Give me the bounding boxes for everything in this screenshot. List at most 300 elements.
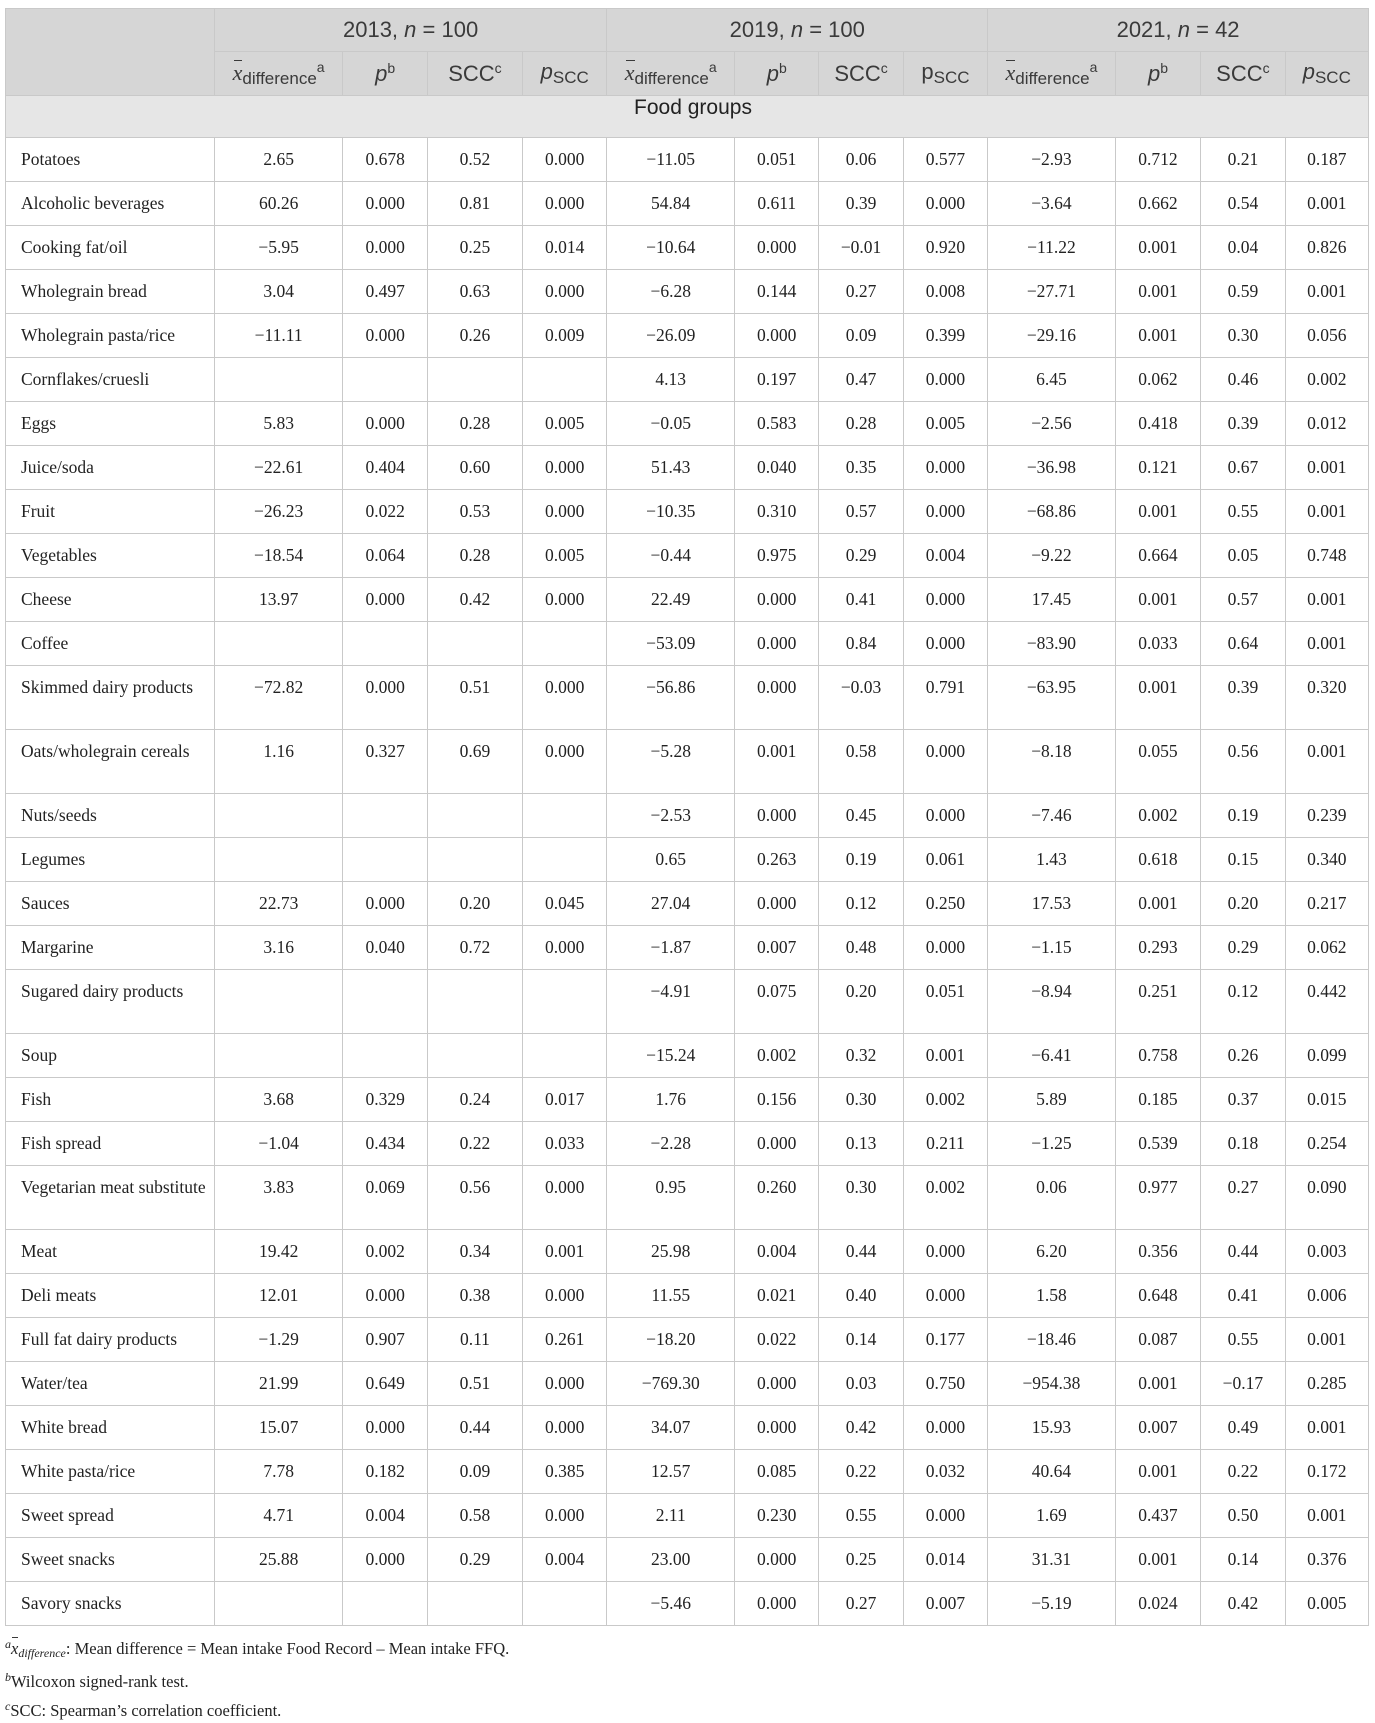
value-cell: 0.000 [523, 490, 607, 534]
value-cell: 0.006 [1285, 1274, 1368, 1318]
value-cell: 0.000 [523, 1274, 607, 1318]
value-cell: 0.121 [1115, 446, 1200, 490]
value-cell: −954.38 [988, 1362, 1116, 1406]
value-cell: 0.001 [1285, 446, 1368, 490]
value-cell: 0.000 [903, 358, 987, 402]
value-cell: 0.004 [523, 1538, 607, 1582]
table-row [6, 794, 1369, 838]
value-cell: 0.022 [735, 1318, 819, 1362]
value-cell [343, 838, 427, 882]
value-cell: 0.09 [819, 314, 903, 358]
value-cell: 0.327 [343, 730, 427, 794]
table-row [6, 270, 1369, 314]
value-cell: 0.001 [1115, 578, 1200, 622]
value-cell: 5.83 [214, 402, 343, 446]
table-row [6, 1166, 1369, 1230]
value-cell: 0.064 [343, 534, 427, 578]
value-cell: 0.81 [427, 182, 522, 226]
food-name-cell: Cooking fat/oil [6, 226, 215, 270]
value-cell: 0.000 [903, 622, 987, 666]
value-cell: 0.001 [1115, 882, 1200, 926]
value-cell: 0.000 [343, 578, 427, 622]
value-cell: 0.000 [343, 314, 427, 358]
value-cell: 0.085 [735, 1450, 819, 1494]
value-cell: 0.55 [1201, 490, 1285, 534]
value-cell: 7.78 [214, 1450, 343, 1494]
value-cell: 0.001 [735, 730, 819, 794]
value-cell: 0.000 [343, 1274, 427, 1318]
year-header-row [6, 9, 1369, 52]
value-cell: 15.07 [214, 1406, 343, 1450]
value-cell: 0.28 [427, 402, 522, 446]
value-cell: 0.004 [903, 534, 987, 578]
value-cell: 11.55 [607, 1274, 735, 1318]
value-cell: 0.040 [735, 446, 819, 490]
value-cell: 0.46 [1201, 358, 1285, 402]
value-cell: 0.618 [1115, 838, 1200, 882]
food-name-cell: Potatoes [6, 138, 215, 182]
value-cell: 0.022 [343, 490, 427, 534]
group-row [6, 96, 1369, 138]
value-cell: −63.95 [988, 666, 1116, 730]
year-header-2021: 2021, n = 42 [988, 9, 1369, 52]
value-cell: 0.012 [1285, 402, 1368, 446]
value-cell: 31.31 [988, 1538, 1116, 1582]
value-cell: 0.497 [343, 270, 427, 314]
value-cell: 0.000 [903, 490, 987, 534]
value-cell: 0.19 [819, 838, 903, 882]
value-cell: 0.20 [819, 970, 903, 1034]
food-name-cell: Sugared dairy products [6, 970, 215, 1034]
value-cell: 0.015 [1285, 1078, 1368, 1122]
footnote-b: $^b$Wilcoxon signed-rank test. [5, 1670, 189, 1691]
value-cell: −0.03 [819, 666, 903, 730]
value-cell: 0.045 [523, 882, 607, 926]
footnote-a: $^a$xdifference: Mean difference = Mean intake Food Record – Mean intake FFQ. [5, 1637, 510, 1660]
value-cell: 0.750 [903, 1362, 987, 1406]
food-name-cell: Sweet spread [6, 1494, 215, 1538]
table-row [6, 1274, 1369, 1318]
table-row [6, 882, 1369, 926]
table-row [6, 1122, 1369, 1166]
value-cell: 0.197 [735, 358, 819, 402]
value-cell: 0.41 [819, 578, 903, 622]
value-cell: 0.45 [819, 794, 903, 838]
value-cell: 0.55 [819, 1494, 903, 1538]
value-cell: 0.59 [1201, 270, 1285, 314]
value-cell: 0.418 [1115, 402, 1200, 446]
food-name-cell: Fish spread [6, 1122, 215, 1166]
value-cell: 0.48 [819, 926, 903, 970]
value-cell: 0.000 [343, 226, 427, 270]
food-name-cell: Full fat dairy products [6, 1318, 215, 1362]
table-row [6, 314, 1369, 358]
table-row [6, 1034, 1369, 1078]
value-cell: 0.14 [819, 1318, 903, 1362]
value-cell: 0.000 [903, 1494, 987, 1538]
value-cell: −0.44 [607, 534, 735, 578]
value-cell: 0.000 [735, 622, 819, 666]
value-cell: 3.16 [214, 926, 343, 970]
value-cell: 0.014 [903, 1538, 987, 1582]
value-cell: 0.040 [343, 926, 427, 970]
value-cell: 0.20 [1201, 882, 1285, 926]
value-cell: −1.15 [988, 926, 1116, 970]
table-row [6, 970, 1369, 1034]
value-cell: 0.72 [427, 926, 522, 970]
value-cell: 0.09 [427, 1450, 522, 1494]
year-header-2019: 2019, n = 100 [607, 9, 988, 52]
col-p-2013: $p^b$ [343, 52, 427, 96]
value-cell: 0.95 [607, 1166, 735, 1230]
value-cell: 0.06 [819, 138, 903, 182]
value-cell: 0.230 [735, 1494, 819, 1538]
food-name-cell: Margarine [6, 926, 215, 970]
food-name-cell: Cheese [6, 578, 215, 622]
value-cell: −5.28 [607, 730, 735, 794]
value-cell: 0.056 [1285, 314, 1368, 358]
food-name-cell: Savory snacks [6, 1582, 215, 1626]
value-cell: 1.43 [988, 838, 1116, 882]
value-cell: 0.000 [735, 1362, 819, 1406]
value-cell: 0.187 [1285, 138, 1368, 182]
value-cell: 0.001 [1285, 1318, 1368, 1362]
value-cell: 0.55 [1201, 1318, 1285, 1362]
value-cell: 0.001 [1115, 226, 1200, 270]
value-cell: 0.748 [1285, 534, 1368, 578]
food-name-cell: Cornflakes/cruesli [6, 358, 215, 402]
value-cell: 0.64 [1201, 622, 1285, 666]
value-cell: 0.662 [1115, 182, 1200, 226]
value-cell: 17.53 [988, 882, 1116, 926]
value-cell: 1.76 [607, 1078, 735, 1122]
value-cell: 0.004 [343, 1494, 427, 1538]
value-cell: 25.98 [607, 1230, 735, 1274]
table-row [6, 534, 1369, 578]
value-cell: 0.002 [903, 1078, 987, 1122]
value-cell: 0.062 [1285, 926, 1368, 970]
value-cell: 0.19 [1201, 794, 1285, 838]
col-scc-2019: SCC$^c$ [819, 52, 903, 96]
value-cell: 0.239 [1285, 794, 1368, 838]
food-name-cell: Vegetarian meat substitute [6, 1166, 215, 1230]
value-cell: 0.024 [1115, 1582, 1200, 1626]
value-cell: 0.069 [343, 1166, 427, 1230]
value-cell: 0.000 [903, 794, 987, 838]
col-p-2019: $p^b$ [735, 52, 819, 96]
table-row [6, 1230, 1369, 1274]
value-cell: −8.94 [988, 970, 1116, 1034]
value-cell: 0.144 [735, 270, 819, 314]
value-cell: 0.40 [819, 1274, 903, 1318]
value-cell [214, 622, 343, 666]
value-cell: 0.000 [523, 926, 607, 970]
value-cell: 0.004 [735, 1230, 819, 1274]
value-cell: 0.000 [523, 1362, 607, 1406]
value-cell [427, 838, 522, 882]
value-cell: 0.56 [427, 1166, 522, 1230]
table-row [6, 490, 1369, 534]
value-cell: 0.000 [343, 666, 427, 730]
food-name-cell: Wholegrain bread [6, 270, 215, 314]
value-cell: 0.000 [523, 1494, 607, 1538]
value-cell: −4.91 [607, 970, 735, 1034]
value-cell: 0.03 [819, 1362, 903, 1406]
food-name-cell: Soup [6, 1034, 215, 1078]
value-cell: 0.791 [903, 666, 987, 730]
value-cell: 0.000 [735, 1406, 819, 1450]
value-cell: 0.051 [735, 138, 819, 182]
table-row [6, 1494, 1369, 1538]
value-cell: 0.56 [1201, 730, 1285, 794]
value-cell: 0.22 [427, 1122, 522, 1166]
value-cell: 0.001 [523, 1230, 607, 1274]
value-cell: 0.002 [1285, 358, 1368, 402]
value-cell: 0.35 [819, 446, 903, 490]
value-cell: 0.000 [523, 446, 607, 490]
value-cell: 0.001 [1115, 490, 1200, 534]
food-name-cell: Wholegrain pasta/rice [6, 314, 215, 358]
value-cell: −18.46 [988, 1318, 1116, 1362]
value-cell: 0.009 [523, 314, 607, 358]
value-cell: 0.57 [1201, 578, 1285, 622]
value-cell: 0.001 [1115, 314, 1200, 358]
value-cell: 34.07 [607, 1406, 735, 1450]
value-cell: −83.90 [988, 622, 1116, 666]
value-cell: 0.263 [735, 838, 819, 882]
value-cell: 0.907 [343, 1318, 427, 1362]
col-scc-2013: SCC$^c$ [427, 52, 522, 96]
value-cell [214, 794, 343, 838]
value-cell: 0.44 [819, 1230, 903, 1274]
value-cell: 0.41 [1201, 1274, 1285, 1318]
food-name-cell: Deli meats [6, 1274, 215, 1318]
value-cell: 0.075 [735, 970, 819, 1034]
value-cell: 0.30 [819, 1078, 903, 1122]
value-cell: −6.41 [988, 1034, 1116, 1078]
value-cell: 0.758 [1115, 1034, 1200, 1078]
value-cell: −769.30 [607, 1362, 735, 1406]
group-label: Food groups [6, 96, 1369, 138]
value-cell: 0.000 [735, 1122, 819, 1166]
value-cell: 0.000 [523, 138, 607, 182]
table-row [6, 138, 1369, 182]
value-cell: 0.975 [735, 534, 819, 578]
food-name-cell: Meat [6, 1230, 215, 1274]
food-name-cell: Fruit [6, 490, 215, 534]
table-body [6, 96, 1369, 1626]
value-cell: −0.17 [1201, 1362, 1285, 1406]
value-cell: −1.29 [214, 1318, 343, 1362]
food-name-cell: Nuts/seeds [6, 794, 215, 838]
value-cell: 0.000 [343, 402, 427, 446]
table-row [6, 402, 1369, 446]
value-cell: 0.356 [1115, 1230, 1200, 1274]
value-cell: 0.000 [735, 666, 819, 730]
value-cell [343, 1034, 427, 1078]
value-cell: −1.25 [988, 1122, 1116, 1166]
table-container [5, 8, 1369, 1723]
value-cell: 0.329 [343, 1078, 427, 1122]
value-cell: −68.86 [988, 490, 1116, 534]
value-cell: 0.18 [1201, 1122, 1285, 1166]
value-cell: 0.22 [1201, 1450, 1285, 1494]
value-cell: 6.45 [988, 358, 1116, 402]
value-cell: 15.93 [988, 1406, 1116, 1450]
table-row [6, 926, 1369, 970]
col-xdiff-2019: xdifference$^a$ [607, 52, 735, 96]
value-cell: 40.64 [988, 1450, 1116, 1494]
value-cell: −2.28 [607, 1122, 735, 1166]
value-cell: 0.001 [1115, 1450, 1200, 1494]
value-cell: 0.34 [427, 1230, 522, 1274]
value-cell: 0.000 [735, 1582, 819, 1626]
value-cell: 0.000 [903, 730, 987, 794]
value-cell: −3.64 [988, 182, 1116, 226]
value-cell: 0.69 [427, 730, 522, 794]
value-cell: 0.648 [1115, 1274, 1200, 1318]
value-cell: 0.67 [1201, 446, 1285, 490]
food-name-cell: Fish [6, 1078, 215, 1122]
value-cell: 0.340 [1285, 838, 1368, 882]
col-xdiff-2021: xdifference$^a$ [988, 52, 1116, 96]
year-header-2013: 2013, n = 100 [214, 9, 607, 52]
value-cell: 0.920 [903, 226, 987, 270]
value-cell [427, 358, 522, 402]
food-name-cell: Alcoholic beverages [6, 182, 215, 226]
value-cell: 0.65 [607, 838, 735, 882]
value-cell [523, 970, 607, 1034]
value-cell: −22.61 [214, 446, 343, 490]
col-pscc-2019: pSCC [903, 52, 987, 96]
value-cell: 0.005 [523, 402, 607, 446]
col-pscc-2021: pSCC [1285, 52, 1368, 96]
value-cell: 12.57 [607, 1450, 735, 1494]
value-cell: 0.000 [523, 1406, 607, 1450]
value-cell: 0.51 [427, 1362, 522, 1406]
value-cell: 0.182 [343, 1450, 427, 1494]
value-cell [523, 1034, 607, 1078]
value-cell: 0.320 [1285, 666, 1368, 730]
value-cell: 0.002 [735, 1034, 819, 1078]
value-cell: 0.442 [1285, 970, 1368, 1034]
value-cell: 0.712 [1115, 138, 1200, 182]
value-cell: 0.29 [1201, 926, 1285, 970]
table-row [6, 730, 1369, 794]
value-cell: 0.001 [1115, 1362, 1200, 1406]
value-cell: 0.001 [1115, 666, 1200, 730]
value-cell: −1.04 [214, 1122, 343, 1166]
value-cell: 0.000 [735, 794, 819, 838]
value-cell: 22.73 [214, 882, 343, 926]
food-name-cell: White pasta/rice [6, 1450, 215, 1494]
value-cell: 0.20 [427, 882, 522, 926]
food-name-cell: Oats/wholegrain cereals [6, 730, 215, 794]
value-cell: 0.261 [523, 1318, 607, 1362]
value-cell: 1.69 [988, 1494, 1116, 1538]
table-row [6, 666, 1369, 730]
value-cell: 0.47 [819, 358, 903, 402]
value-cell: 0.21 [1201, 138, 1285, 182]
value-cell: −6.28 [607, 270, 735, 314]
value-cell: 0.44 [1201, 1230, 1285, 1274]
value-cell: 51.43 [607, 446, 735, 490]
value-cell: 0.12 [1201, 970, 1285, 1034]
value-cell: 0.156 [735, 1078, 819, 1122]
value-cell: −18.54 [214, 534, 343, 578]
value-cell: −5.95 [214, 226, 343, 270]
value-cell: 0.52 [427, 138, 522, 182]
value-cell: 0.000 [903, 446, 987, 490]
value-cell: 0.000 [735, 578, 819, 622]
validation-table [5, 8, 1369, 1626]
table-row [6, 358, 1369, 402]
value-cell: 0.84 [819, 622, 903, 666]
value-cell: 0.254 [1285, 1122, 1368, 1166]
value-cell: 0.003 [1285, 1230, 1368, 1274]
value-cell [523, 794, 607, 838]
value-cell: 0.002 [343, 1230, 427, 1274]
value-cell: −10.64 [607, 226, 735, 270]
value-cell: −56.86 [607, 666, 735, 730]
value-cell: 0.611 [735, 182, 819, 226]
value-cell: 17.45 [988, 578, 1116, 622]
value-cell: 0.49 [1201, 1406, 1285, 1450]
food-name-cell: Sauces [6, 882, 215, 926]
value-cell [214, 838, 343, 882]
value-cell: 5.89 [988, 1078, 1116, 1122]
value-cell: 0.434 [343, 1122, 427, 1166]
table-row [6, 1538, 1369, 1582]
value-cell: 0.021 [735, 1274, 819, 1318]
value-cell: −5.46 [607, 1582, 735, 1626]
value-cell: 4.71 [214, 1494, 343, 1538]
value-cell: 0.57 [819, 490, 903, 534]
table-row [6, 1078, 1369, 1122]
value-cell [343, 1582, 427, 1626]
value-cell: 0.211 [903, 1122, 987, 1166]
value-cell: 0.000 [903, 182, 987, 226]
table-row [6, 182, 1369, 226]
value-cell [523, 622, 607, 666]
value-cell: 0.000 [903, 1274, 987, 1318]
value-cell: 0.000 [523, 730, 607, 794]
value-cell: 0.399 [903, 314, 987, 358]
food-name-cell: Juice/soda [6, 446, 215, 490]
value-cell: 0.062 [1115, 358, 1200, 402]
value-cell: 6.20 [988, 1230, 1116, 1274]
value-cell: 0.000 [523, 182, 607, 226]
food-name-cell: Legumes [6, 838, 215, 882]
value-cell: 0.385 [523, 1450, 607, 1494]
value-cell: 0.25 [427, 226, 522, 270]
footnote-c: $^c$SCC: Spearman’s correlation coefficient. [5, 1699, 282, 1720]
value-cell: 0.260 [735, 1166, 819, 1230]
value-cell: 0.002 [903, 1166, 987, 1230]
value-cell: 0.26 [1201, 1034, 1285, 1078]
value-cell: 0.42 [1201, 1582, 1285, 1626]
value-cell: 0.30 [1201, 314, 1285, 358]
value-cell [427, 1582, 522, 1626]
value-cell: 0.250 [903, 882, 987, 926]
value-cell: −18.20 [607, 1318, 735, 1362]
value-cell: −7.46 [988, 794, 1116, 838]
value-cell: 0.38 [427, 1274, 522, 1318]
table-row [6, 226, 1369, 270]
value-cell: 0.002 [1115, 794, 1200, 838]
value-cell: 0.51 [427, 666, 522, 730]
value-cell [427, 1034, 522, 1078]
